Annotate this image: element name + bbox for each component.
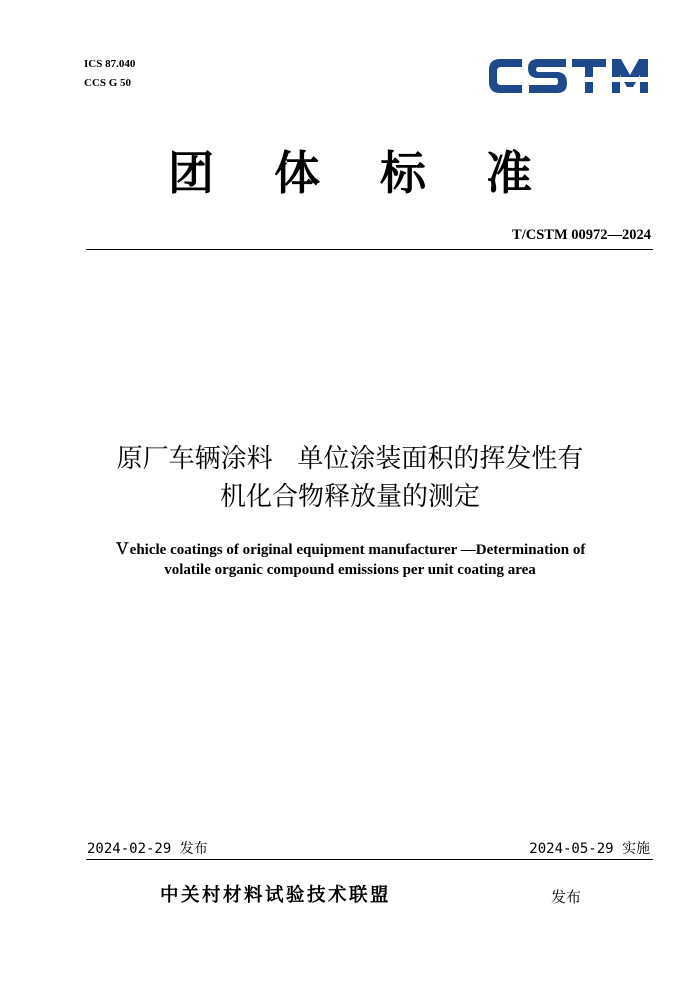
english-title-line-2: volatile organic compound emissions per unit coating area — [164, 562, 536, 578]
chinese-title-line-1: 原厂车辆涂料 单位涂装面积的挥发性有 — [116, 444, 584, 474]
ics-code: ICS 87.040 — [84, 58, 136, 70]
issuing-organization: 中关村材料试验技术联盟 — [160, 885, 392, 906]
english-title-line-1: Ｖehicle coatings of original equipment manufacturer —Determination of — [114, 542, 586, 558]
implementation-date: 2024-05-29 实施 — [529, 841, 650, 857]
classification-codes — [84, 55, 135, 93]
standard-type: 团 体 标 准 — [167, 146, 555, 200]
issued-by-label: 发布 — [551, 888, 582, 906]
ccs-code: CCS G 50 — [84, 77, 132, 89]
chinese-title-line-2: 机化合物释放量的测定 — [219, 482, 480, 512]
issue-date: 2024-02-29 发布 — [87, 841, 208, 857]
english-title — [70, 540, 630, 580]
chinese-title — [60, 440, 640, 516]
cstm-logo — [486, 51, 652, 101]
standard-number: T/CSTM 00972—2024 — [512, 227, 651, 243]
footer-divider — [86, 859, 653, 860]
header-divider — [86, 249, 653, 250]
